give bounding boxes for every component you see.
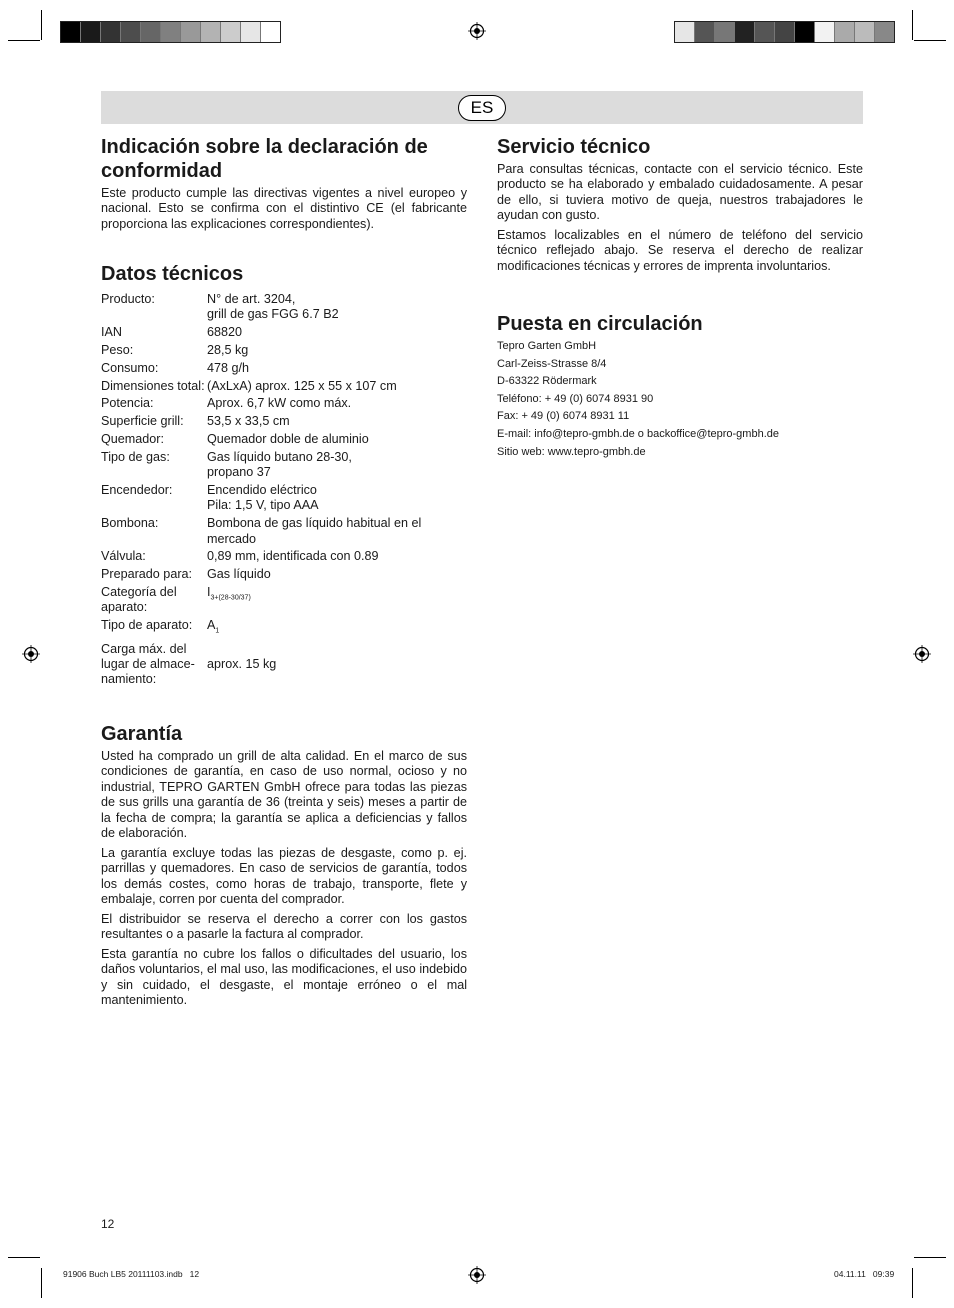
spec-value: (AxLxA) aprox. 125 x 55 x 107 cm — [207, 378, 397, 393]
spec-label: Válvula: — [101, 549, 146, 564]
spec-value: Gas líquido — [207, 567, 271, 582]
service-paragraph: Estamos localizables en el número de teléfono del servicio técnico reflejado abajo. Se reserva el derecho de realizar modificaciones técnicas y errores de imprenta involuntarios. — [497, 228, 863, 273]
registration-mark-icon — [468, 1266, 486, 1284]
registration-mark-icon — [468, 22, 486, 40]
crop-mark-icon — [914, 40, 946, 41]
table-row — [101, 292, 471, 325]
contact-line: Carl-Zeiss-Strasse 8/4 — [497, 357, 607, 370]
table-row — [101, 567, 471, 585]
print-slug-left: 91906 Buch LB5 20111103.indb 12 — [63, 1269, 200, 1279]
spec-label: Producto: — [101, 292, 155, 306]
spec-value: 53,5 x 33,5 cm — [207, 414, 290, 429]
spec-value: $A_1$ — [207, 618, 220, 635]
conformity-text: Este producto cumple las directivas vigentes a nivel europeo y nacional. Esto se confirma con el distintivo CE (el fabricante proporciona las explicaciones correspondientes). — [101, 186, 467, 231]
spec-label: Categoría del aparato: — [101, 584, 177, 615]
crop-mark-icon — [8, 40, 40, 41]
table-row — [101, 414, 471, 432]
crop-mark-icon — [912, 1268, 913, 1298]
spec-value: 478 g/h — [207, 360, 250, 375]
table-row — [101, 642, 471, 691]
registration-mark-icon — [913, 645, 931, 663]
table-row — [101, 432, 471, 450]
warranty-paragraph: Usted ha comprado un grill de alta calidad. En el marco de sus condiciones de garantía, en caso de uso normal, ocioso y no industrial, TEPRO GARTEN GmbH ofrece para todas las piezas de sus grills una garantía de 36 (treinta y seis) meses a partir de la fecha de compra; la garantía se aplica a deficiencias y fallos de elaboración. — [101, 749, 467, 841]
spec-value: N° de art. 3204, grill de gas FGG 6.7 B2 — [207, 292, 339, 322]
spec-value: Aprox. 6,7 kW como máx. — [207, 396, 352, 411]
spec-value: Bombona de gas líquido habitual en el mercado — [207, 516, 422, 546]
spec-value: 28,5 kg — [207, 343, 249, 357]
contact-line: D-63322 Rödermark — [497, 375, 597, 388]
spec-label: Encendedor: — [101, 482, 173, 497]
crop-mark-icon — [914, 1257, 946, 1258]
table-row — [101, 618, 471, 641]
spec-value: Quemador doble de aluminio — [207, 431, 369, 446]
table-row — [101, 343, 471, 361]
conformity-title: Indicación sobre la declaración de conformidad — [101, 136, 428, 182]
warranty-paragraph: Esta garantía no cubre los fallos o dificultades del usuario, los daños voluntarios, el mal uso, las modificaciones, el uso indebido y sin cuidado, el desgaste, el montaje erróneo o el mal mantenimiento. — [101, 947, 467, 1008]
language-badge: ES — [458, 95, 506, 121]
spec-label: Dimensiones total: — [101, 378, 205, 393]
page-number: 12 — [101, 1217, 115, 1231]
table-row — [101, 325, 471, 343]
contact-line: E-mail: info@tepro-gmbh.de o backoffice@tepro-gmbh.de — [497, 427, 779, 440]
contact-block — [497, 338, 877, 461]
spec-value: Encendido eléctrico Pila: 1,5 V, tipo AAA — [207, 482, 319, 513]
table-row — [101, 483, 471, 516]
spec-label: Tipo de aparato: — [101, 618, 193, 633]
spec-label: Preparado para: — [101, 567, 193, 582]
table-row — [101, 361, 471, 379]
spec-value: aprox. 15 kg — [207, 656, 277, 671]
spec-value: Gas líquido butano 28-30, propano 37 — [207, 449, 352, 480]
table-row — [101, 379, 471, 397]
warranty-paragraph: La garantía excluye todas las piezas de desgaste, como p. ej. parrillas y quemadores. En caso de servicios de garantía, todos los demás costes, como horas de trabajo, transporte, flete y embalaje, corren por cuenta del comprador. — [101, 846, 467, 907]
contact-line: Tepro Garten GmbH — [497, 340, 597, 352]
crop-mark-icon — [8, 1257, 40, 1258]
warranty-paragraph: El distribuidor se reserva el derecho a correr con los gastos resultantes o a pasarle la factura al comprador. — [101, 912, 467, 942]
spec-label: Carga máx. del lugar de almace-namiento: — [101, 641, 195, 687]
crop-mark-icon — [912, 10, 913, 40]
table-row — [101, 516, 471, 549]
warranty-title: Garantía — [101, 723, 183, 745]
table-row — [101, 450, 471, 483]
spec-value: $I_{3+(28-30/37)}$ — [207, 584, 251, 602]
contact-line: Teléfono: + 49 (0) 6074 8931 90 — [497, 392, 654, 405]
contact-line: Fax: + 49 (0) 6074 8931 11 — [497, 410, 630, 423]
table-row — [101, 549, 471, 567]
spec-value: 68820 — [207, 325, 243, 340]
registration-mark-icon — [22, 645, 40, 663]
color-bar-icon — [674, 21, 895, 43]
service-paragraph: Para consultas técnicas, contacte con el servicio técnico. Este producto se ha elaborado y embalado cuidadosamente. A pesar de ello, si tuviera motivo de queja, nuestros trabajadores le ayudan con gusto. — [497, 162, 863, 223]
table-row — [101, 585, 471, 618]
crop-mark-icon — [41, 10, 42, 40]
spec-label: Consumo: — [101, 360, 159, 375]
tech-title: Datos técnicos — [101, 263, 244, 285]
spec-label: Quemador: — [101, 431, 164, 446]
spec-label: Potencia: — [101, 396, 154, 411]
crop-mark-icon — [41, 1268, 42, 1298]
circulation-title: Puesta en circulación — [497, 313, 703, 335]
spec-label: Superficie grill: — [101, 414, 184, 429]
service-title: Servicio técnico — [497, 136, 651, 158]
spec-label: IAN — [101, 325, 122, 340]
spec-label: Tipo de gas: — [101, 449, 170, 464]
spec-value: 0,89 mm, identificada con 0.89 — [207, 549, 379, 564]
contact-line: Sitio web: www.tepro-gmbh.de — [497, 445, 646, 458]
tech-specs-table — [101, 292, 471, 690]
table-row — [101, 396, 471, 414]
color-bar-icon — [60, 21, 281, 43]
spec-label: Peso: — [101, 343, 134, 357]
spec-label: Bombona: — [101, 516, 159, 531]
print-slug-right: 04.11.11 09:39 — [834, 1269, 895, 1279]
